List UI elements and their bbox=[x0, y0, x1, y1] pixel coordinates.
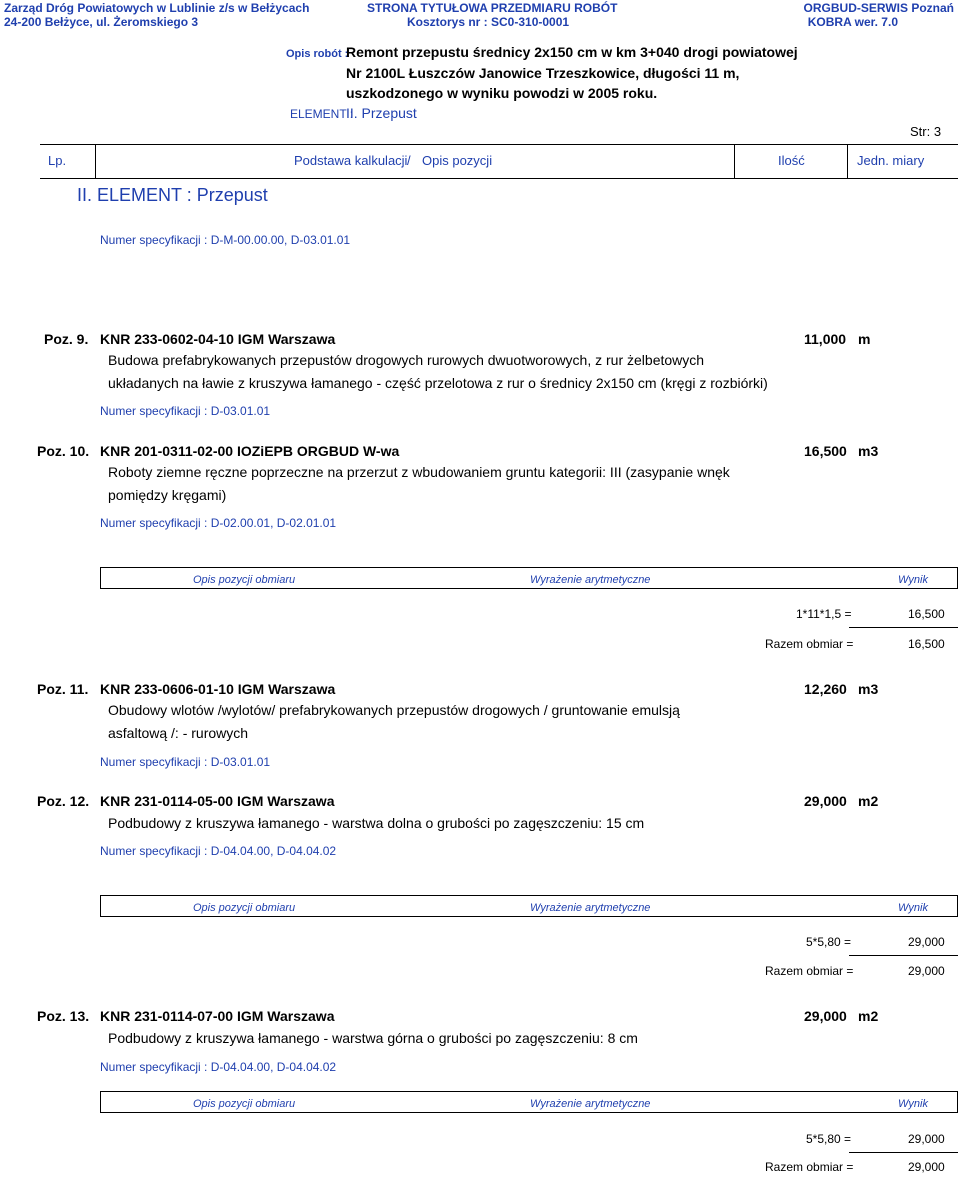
position-number: Poz. 12. bbox=[37, 793, 90, 809]
measure-total: 29,000 bbox=[908, 1160, 945, 1174]
position-quantity: 29,000 bbox=[804, 793, 847, 809]
measure-expression: 1*11*1,5 = bbox=[796, 607, 852, 621]
header-bottom-rule bbox=[40, 178, 958, 179]
measure-result-header: Wynik bbox=[898, 902, 928, 914]
position-spec: Numer specyfikacji : D-04.04.00, D-04.04.02 bbox=[100, 1060, 337, 1074]
position-spec: Numer specyfikacji : D-03.01.01 bbox=[100, 404, 271, 418]
col-divider-3 bbox=[847, 144, 848, 178]
measure-sum-rule bbox=[849, 955, 958, 956]
position-description: Podbudowy z kruszywa łamanego - warstwa dolna o grubości po zagęszczeniu: 15 cm bbox=[108, 815, 645, 831]
measure-result: 16,500 bbox=[908, 607, 945, 621]
measure-result-header: Wynik bbox=[898, 574, 928, 586]
measure-expr-header: Wyrażenie arytmetyczne bbox=[530, 574, 651, 586]
software-vendor: ORGBUD-SERWIS Poznań bbox=[803, 1, 954, 15]
position-code: KNR 231-0114-05-00 IGM Warszawa bbox=[100, 793, 335, 809]
col-header-desc: Opis pozycji bbox=[422, 153, 493, 168]
measure-expression: 5*5,80 = bbox=[806, 935, 852, 949]
position-description: układanych na ławie z kruszywa łamanego - część przelotowa z rur o średnicy 2x150 cm (kręgi z rozbiórki) bbox=[108, 375, 768, 391]
page-number: Str: 3 bbox=[910, 124, 942, 139]
col-header-slash: / bbox=[407, 153, 411, 168]
org-address: 24-200 Bełżyce, ul. Żeromskiego 3 bbox=[4, 15, 199, 29]
measure-desc-header: Opis pozycji obmiaru bbox=[193, 902, 296, 914]
position-number: Poz. 10. bbox=[37, 443, 90, 459]
col-header-qty: Ilość bbox=[778, 153, 805, 168]
position-code: KNR 233-0606-01-10 IGM Warszawa bbox=[100, 681, 336, 697]
org-name: Zarząd Dróg Powiatowych w Lublinie z/s w Bełżycach bbox=[4, 1, 310, 15]
position-code: KNR 233-0602-04-10 IGM Warszawa bbox=[100, 331, 336, 347]
works-line-1: Remont przepustu średnicy 2x150 cm w km 3+040 drogi powiatowej bbox=[346, 44, 798, 60]
measure-total-label: Razem obmiar = bbox=[765, 637, 854, 651]
col-divider-1 bbox=[95, 144, 96, 178]
position-unit: m3 bbox=[858, 443, 879, 459]
measure-desc-header: Opis pozycji obmiaru bbox=[193, 1098, 296, 1110]
position-unit: m bbox=[858, 331, 871, 347]
works-label: Opis robót : bbox=[286, 48, 349, 60]
position-number: Poz. 11. bbox=[37, 681, 89, 697]
col-header-basis: Podstawa kalkulacji bbox=[294, 153, 408, 168]
measure-result-header: Wynik bbox=[898, 1098, 928, 1110]
position-unit: m2 bbox=[858, 793, 879, 809]
position-spec: Numer specyfikacji : D-03.01.01 bbox=[100, 755, 271, 769]
measure-sum-rule bbox=[849, 1152, 958, 1153]
position-description: Podbudowy z kruszywa łamanego - warstwa górna o grubości po zagęszczeniu: 8 cm bbox=[108, 1030, 638, 1046]
position-unit: m2 bbox=[858, 1008, 879, 1024]
position-number: Poz. 9. bbox=[44, 331, 89, 347]
position-description: pomiędzy kręgami) bbox=[108, 487, 227, 503]
position-number: Poz. 13. bbox=[37, 1008, 90, 1024]
position-description: Roboty ziemne ręczne poprzeczne na przerzut z wbudowaniem gruntu kategorii: III (zasypanie wnęk bbox=[108, 464, 730, 480]
position-quantity: 11,000 bbox=[804, 331, 847, 347]
position-description: Obudowy wlotów /wylotów/ prefabrykowanych przepustów drogowych / gruntowanie emulsją bbox=[108, 702, 680, 718]
measure-result: 29,000 bbox=[908, 935, 945, 949]
measure-total: 16,500 bbox=[908, 637, 945, 651]
position-code: KNR 201-0311-02-00 IOZiEPB ORGBUD W-wa bbox=[100, 443, 400, 459]
position-description: asfaltową /: - rurowych bbox=[108, 725, 249, 741]
col-divider-2 bbox=[734, 144, 735, 178]
col-header-unit: Jedn. miary bbox=[857, 153, 925, 168]
position-spec: Numer specyfikacji : D-02.00.01, D-02.01.01 bbox=[100, 516, 337, 530]
position-unit: m3 bbox=[858, 681, 879, 697]
position-code: KNR 231-0114-07-00 IGM Warszawa bbox=[100, 1008, 335, 1024]
measure-total-label: Razem obmiar = bbox=[765, 964, 854, 978]
element-value: II. Przepust bbox=[346, 105, 417, 121]
header-top-rule bbox=[40, 144, 958, 145]
works-line-3: uszkodzonego w wyniku powodzi w 2005 roku. bbox=[346, 85, 658, 101]
position-quantity: 29,000 bbox=[804, 1008, 847, 1024]
section-spec: Numer specyfikacji : D-M-00.00.00, D-03.01.01 bbox=[100, 233, 351, 247]
col-header-lp: Lp. bbox=[48, 153, 67, 168]
measure-result: 29,000 bbox=[908, 1132, 945, 1146]
doc-title: STRONA TYTUŁOWA PRZEDMIARU ROBÓT bbox=[367, 1, 618, 15]
measure-total-label: Razem obmiar = bbox=[765, 1160, 854, 1174]
estimate-number: Kosztorys nr : SC0-310-0001 bbox=[407, 15, 570, 29]
measure-sum-rule bbox=[849, 627, 958, 628]
works-line-2: Nr 2100L Łuszczów Janowice Trzeszkowice, długości 11 m, bbox=[346, 65, 740, 81]
section-title: II. ELEMENT : Przepust bbox=[77, 185, 268, 205]
position-quantity: 16,500 bbox=[804, 443, 847, 459]
position-quantity: 12,260 bbox=[804, 681, 847, 697]
element-label: ELEMENT : bbox=[290, 107, 354, 121]
measure-expression: 5*5,80 = bbox=[806, 1132, 852, 1146]
position-description: Budowa prefabrykowanych przepustów drogowych rurowych dwuotworowych, z rur żelbetowych bbox=[108, 352, 705, 368]
measure-expr-header: Wyrażenie arytmetyczne bbox=[530, 1098, 651, 1110]
position-spec: Numer specyfikacji : D-04.04.00, D-04.04.02 bbox=[100, 844, 337, 858]
measure-desc-header: Opis pozycji obmiaru bbox=[193, 574, 296, 586]
measure-expr-header: Wyrażenie arytmetyczne bbox=[530, 902, 651, 914]
software-version: KOBRA wer. 7.0 bbox=[807, 15, 898, 29]
measure-total: 29,000 bbox=[908, 964, 945, 978]
